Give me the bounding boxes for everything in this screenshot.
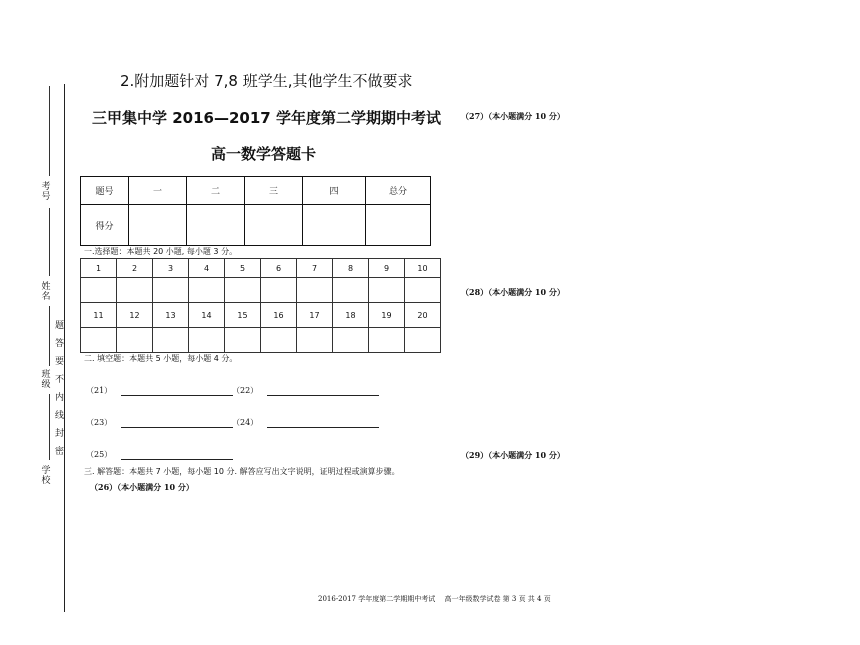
school-rule bbox=[49, 394, 50, 460]
score-header: 二 bbox=[187, 177, 245, 205]
answer-cell[interactable] bbox=[81, 278, 117, 303]
fill-blank-22 bbox=[232, 385, 379, 396]
question-number: 12 bbox=[117, 303, 153, 328]
answer-area-28[interactable] bbox=[461, 302, 811, 442]
score-header: 三 bbox=[245, 177, 303, 205]
question-number: 19 bbox=[369, 303, 405, 328]
seal-char: 要 bbox=[55, 357, 65, 367]
answer-cell[interactable] bbox=[405, 278, 441, 303]
name-rule bbox=[49, 208, 50, 276]
answer-cell[interactable] bbox=[261, 328, 297, 353]
question-number: 9 bbox=[369, 259, 405, 278]
score-cell[interactable] bbox=[187, 205, 245, 246]
answer-cell[interactable] bbox=[261, 278, 297, 303]
question-number: 20 bbox=[405, 303, 441, 328]
fill-blank-number: （22） bbox=[232, 386, 259, 395]
exam-no-rule bbox=[49, 86, 50, 176]
choice-answer-table bbox=[80, 258, 441, 353]
score-table bbox=[80, 176, 431, 246]
answer-cell[interactable] bbox=[189, 328, 225, 353]
score-header: 四 bbox=[303, 177, 366, 205]
seal-char: 密 bbox=[55, 447, 65, 457]
fill-blank-24 bbox=[232, 417, 379, 428]
fill-blank-number: （23） bbox=[86, 418, 113, 427]
answer-cell[interactable] bbox=[81, 328, 117, 353]
answer-line[interactable] bbox=[267, 386, 379, 396]
extra-question-note: 2.附加题针对 7,8 班学生,其他学生不做要求 bbox=[120, 72, 413, 90]
question-number: 8 bbox=[333, 259, 369, 278]
class-rule bbox=[49, 306, 50, 366]
seal-char: 题 bbox=[55, 321, 65, 331]
fill-blank-number: （24） bbox=[232, 418, 259, 427]
question-number: 4 bbox=[189, 259, 225, 278]
answer-cell[interactable] bbox=[369, 278, 405, 303]
question-number: 7 bbox=[297, 259, 333, 278]
answer-line[interactable] bbox=[267, 418, 379, 428]
binding-line bbox=[64, 84, 65, 612]
score-cell[interactable] bbox=[245, 205, 303, 246]
page-footer: 2016-2017 学年度第二学期期中考试 高一年级数学试卷 第 3 页 共 4 页 bbox=[318, 595, 551, 603]
answer-area-26[interactable] bbox=[84, 496, 424, 588]
answer-cell[interactable] bbox=[333, 328, 369, 353]
answer-line[interactable] bbox=[121, 418, 233, 428]
question-number: 13 bbox=[153, 303, 189, 328]
answer-area-27[interactable] bbox=[461, 126, 811, 278]
seal-char: 内 bbox=[55, 393, 65, 403]
score-header: 总分 bbox=[366, 177, 431, 205]
fill-blank-number: （25） bbox=[86, 450, 113, 459]
question-number: 14 bbox=[189, 303, 225, 328]
question-28-heading: （28）（本小题满分 10 分） bbox=[461, 287, 565, 297]
answer-area-29[interactable] bbox=[461, 465, 811, 585]
seal-char: 封 bbox=[55, 429, 65, 439]
answer-cell[interactable] bbox=[153, 278, 189, 303]
school-label: 学校 bbox=[41, 466, 51, 486]
exam-title: 三甲集中学 2016—2017 学年度第二学期期中考试 bbox=[92, 109, 441, 127]
seal-char: 答 bbox=[55, 339, 65, 349]
answer-cell[interactable] bbox=[117, 278, 153, 303]
question-number: 10 bbox=[405, 259, 441, 278]
question-number: 17 bbox=[297, 303, 333, 328]
question-number: 2 bbox=[117, 259, 153, 278]
answer-line[interactable] bbox=[121, 386, 233, 396]
answer-cell[interactable] bbox=[117, 328, 153, 353]
fill-blank-25 bbox=[86, 449, 233, 460]
question-number: 11 bbox=[81, 303, 117, 328]
name-label: 姓名 bbox=[41, 282, 51, 302]
answer-cell[interactable] bbox=[297, 328, 333, 353]
answer-cell[interactable] bbox=[225, 328, 261, 353]
answer-line[interactable] bbox=[121, 450, 233, 460]
score-cell[interactable] bbox=[366, 205, 431, 246]
answer-sheet-title: 高一数学答题卡 bbox=[211, 145, 317, 163]
answer-cell[interactable] bbox=[189, 278, 225, 303]
question-number: 1 bbox=[81, 259, 117, 278]
class-label: 班级 bbox=[41, 370, 51, 390]
score-cell[interactable] bbox=[303, 205, 366, 246]
answer-cell[interactable] bbox=[333, 278, 369, 303]
question-number: 15 bbox=[225, 303, 261, 328]
score-header: 一 bbox=[129, 177, 187, 205]
question-number: 3 bbox=[153, 259, 189, 278]
answer-cell[interactable] bbox=[369, 328, 405, 353]
score-header: 题号 bbox=[81, 177, 129, 205]
answer-cell[interactable] bbox=[153, 328, 189, 353]
section1-heading: 一.选择题：本题共 20 小题, 每小题 3 分。 bbox=[84, 247, 238, 256]
answer-cell[interactable] bbox=[405, 328, 441, 353]
score-cell[interactable] bbox=[129, 205, 187, 246]
exam-no-label: 考号 bbox=[41, 182, 51, 202]
answer-cell[interactable] bbox=[297, 278, 333, 303]
fill-blank-23 bbox=[86, 417, 233, 428]
question-29-heading: （29）（本小题满分 10 分） bbox=[461, 450, 565, 460]
seal-char: 不 bbox=[55, 375, 65, 385]
question-number: 5 bbox=[225, 259, 261, 278]
question-27-heading: （27）（本小题满分 10 分） bbox=[461, 111, 565, 121]
answer-cell[interactable] bbox=[225, 278, 261, 303]
fill-blank-21 bbox=[86, 385, 233, 396]
section3-heading: 三. 解答题：本题共 7 小题，每小题 10 分. 解答应写出文字说明，证明过程或演算步骤。 bbox=[84, 467, 400, 476]
question-number: 16 bbox=[261, 303, 297, 328]
question-26-heading: （26）（本小题满分 10 分） bbox=[90, 482, 194, 492]
question-number: 6 bbox=[261, 259, 297, 278]
seal-char: 线 bbox=[55, 411, 65, 421]
section2-heading: 二. 填空题：本题共 5 小题，每小题 4 分。 bbox=[84, 354, 238, 363]
fill-blank-number: （21） bbox=[86, 386, 113, 395]
score-row-label: 得分 bbox=[81, 205, 129, 246]
question-number: 18 bbox=[333, 303, 369, 328]
